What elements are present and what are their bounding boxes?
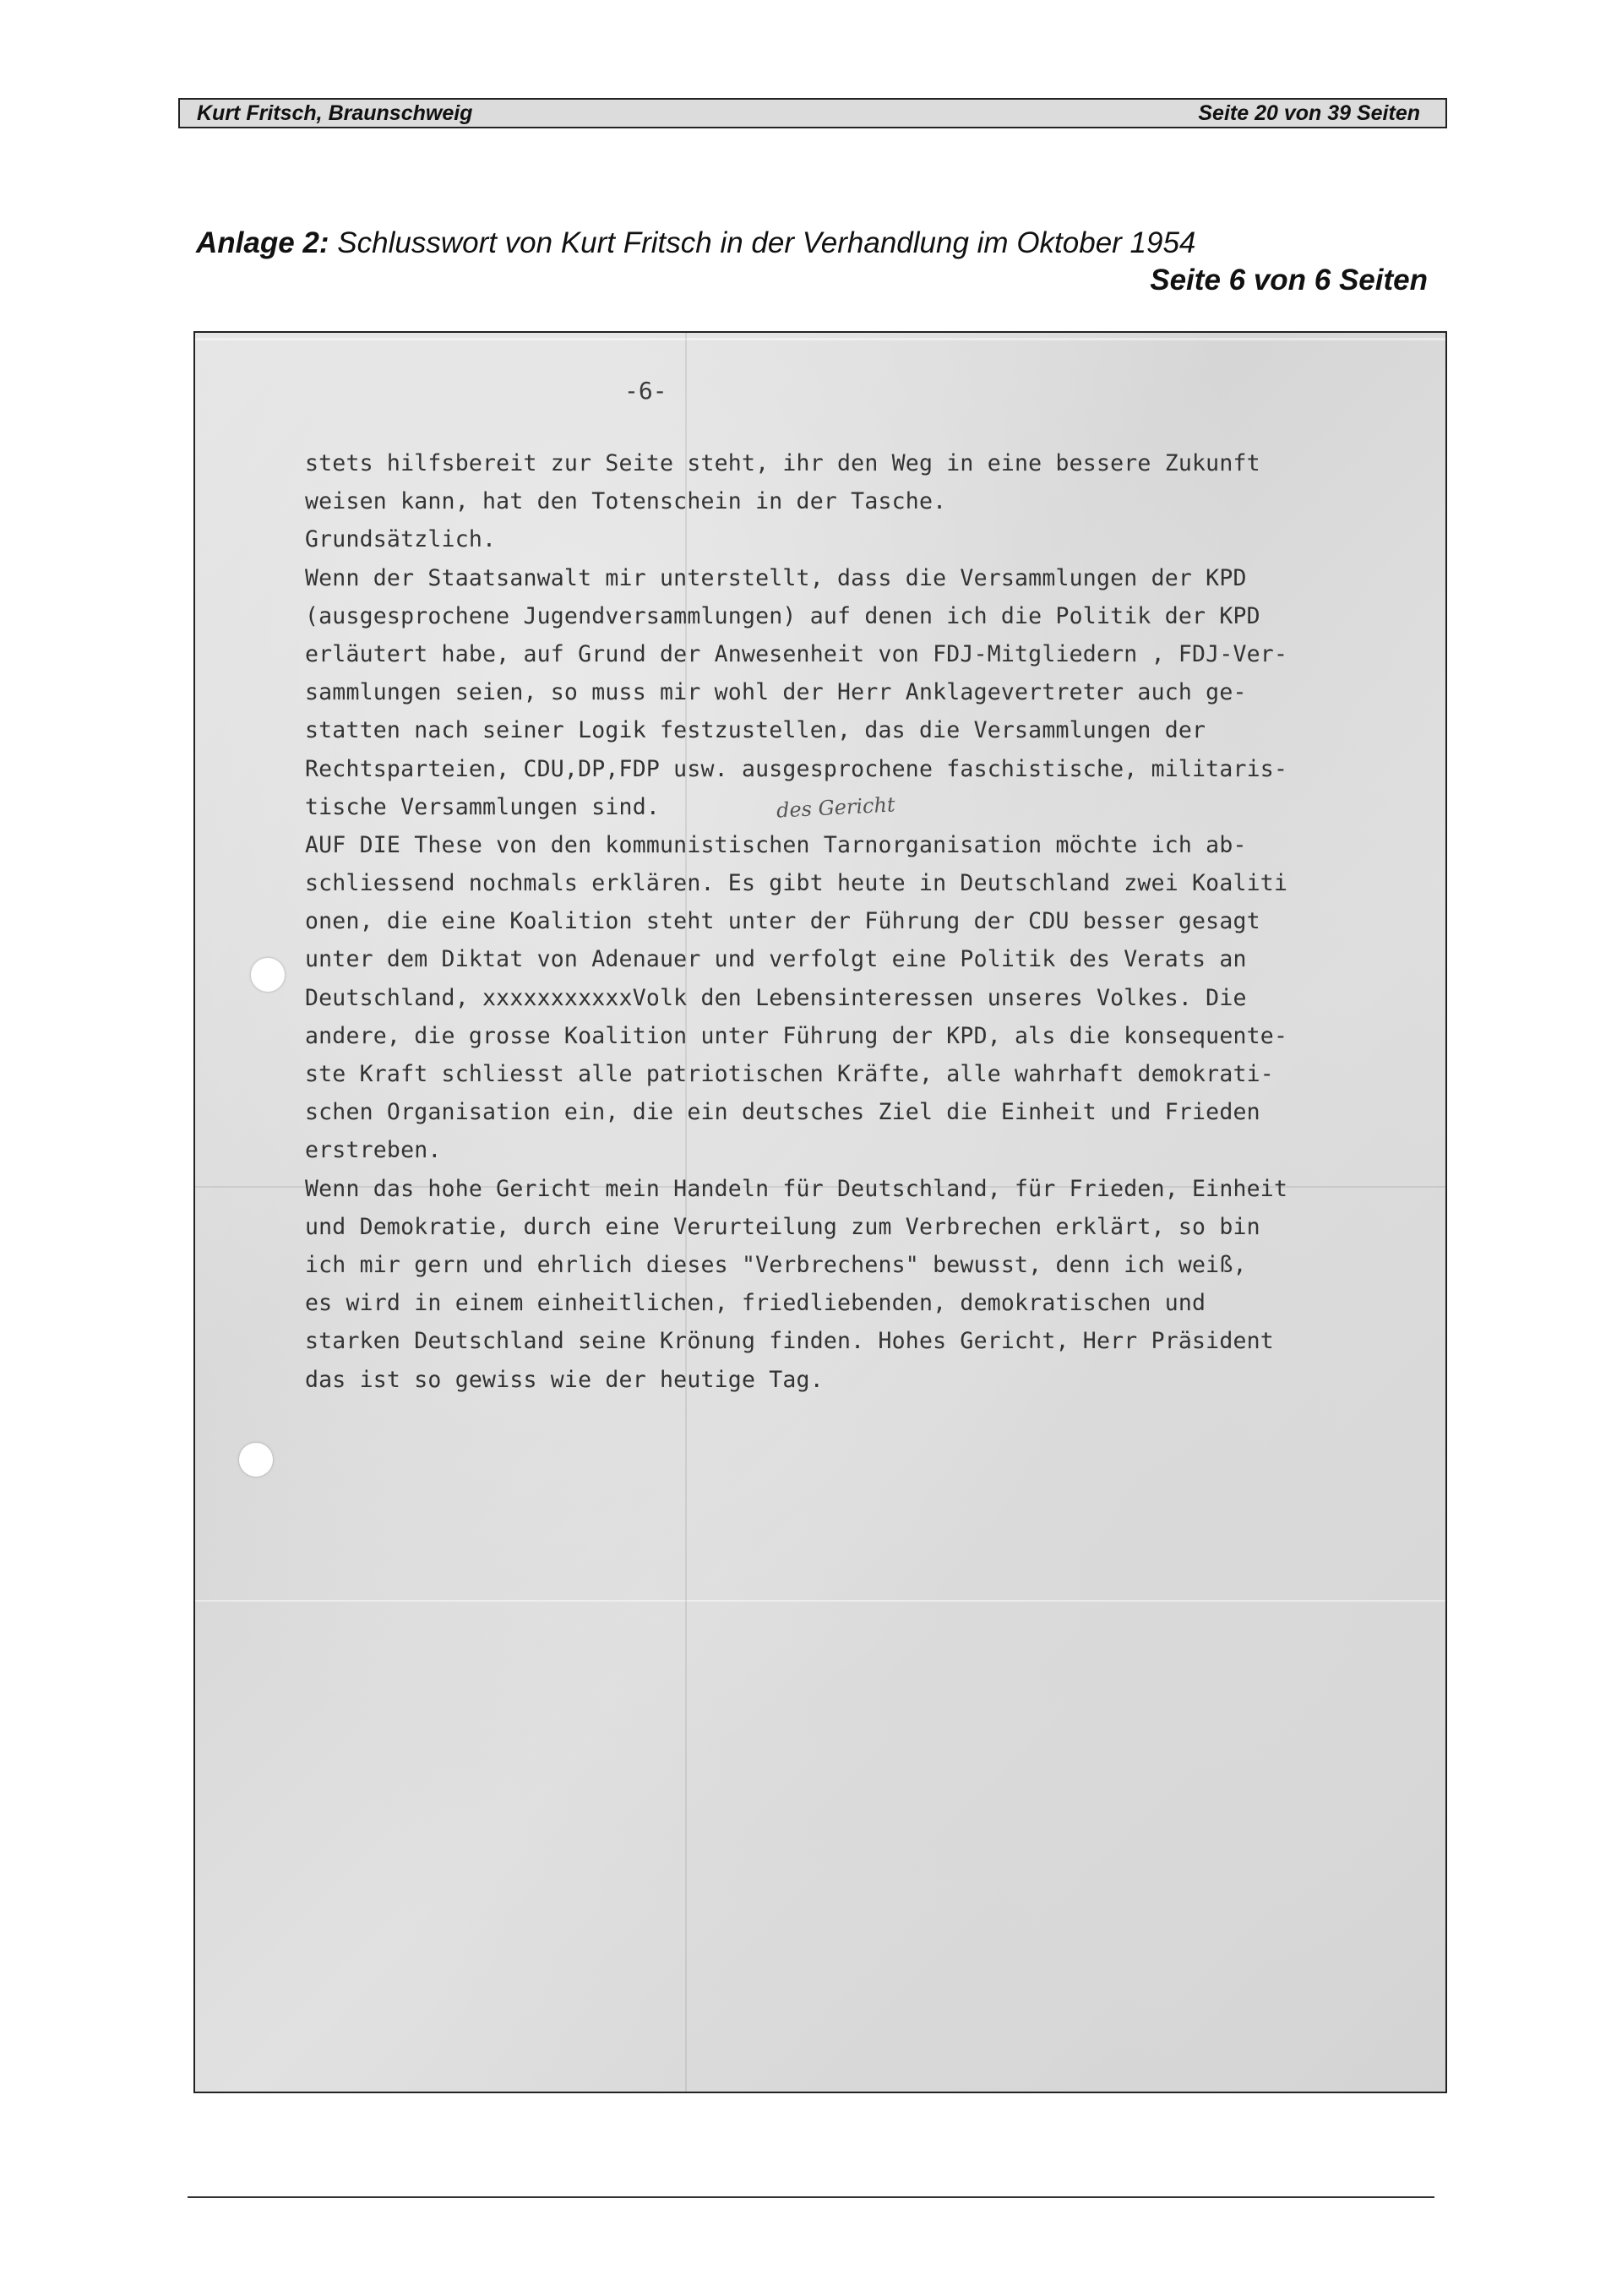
- header-page-count: Seite 20 von 39 Seiten: [1198, 101, 1420, 125]
- typed-line: starken Deutschland seine Krönung finden. Hohes Gericht, Herr Präsident: [305, 1328, 1274, 1355]
- typed-line: erläutert habe, auf Grund der Anwesenheit von FDJ-Mitgliedern , FDJ-Ver-: [305, 640, 1288, 667]
- page-indicator: Seite 6 von 6 Seiten: [1150, 264, 1428, 297]
- header-author: Kurt Fritsch, Braunschweig: [197, 101, 473, 125]
- typed-line: Grundsätzlich.: [305, 526, 497, 553]
- typed-line: (ausgesprochene Jugendversammlungen) auf denen ich die Politik der KPD: [305, 602, 1260, 629]
- typed-line: das ist so gewiss wie der heutige Tag.: [305, 1366, 824, 1393]
- handwritten-note: des Gericht: [776, 792, 896, 823]
- typed-line: und Demokratie, durch eine Verurteilung zum Verbrechen erklärt, so bin: [305, 1213, 1260, 1240]
- paper-crease: [195, 1600, 1445, 1602]
- punch-hole: [239, 1443, 273, 1477]
- page-header: [178, 98, 1447, 128]
- typed-line: es wird in einem einheitlichen, friedliebenden, demokratischen und: [305, 1290, 1206, 1317]
- typed-line: sammlungen seien, so muss mir wohl der Herr Anklagevertreter auch ge-: [305, 679, 1247, 706]
- title-text: Schlusswort von Kurt Fritsch in der Verhandlung im Oktober 1954: [329, 226, 1196, 259]
- punch-hole: [251, 958, 285, 992]
- typed-line: Rechtsparteien, CDU,DP,FDP usw. ausgesprochene faschistische, militaris-: [305, 755, 1288, 782]
- typed-line: AUF DIE These von den kommunistischen Tarnorganisation möchte ich ab-: [305, 831, 1247, 858]
- typed-page-number: -6-: [624, 377, 667, 405]
- typed-line: Deutschland, xxxxxxxxxxxVolk den Lebensinteressen unseres Volkes. Die: [305, 984, 1247, 1011]
- typed-line: onen, die eine Koalition steht unter der Führung der CDU besser gesagt: [305, 908, 1260, 935]
- typed-line: weisen kann, hat den Totenschein in der Tasche.: [305, 488, 947, 515]
- typed-line: tische Versammlungen sind.: [305, 793, 661, 820]
- typed-line: unter dem Diktat von Adenauer und verfolgt eine Politik des Verats an: [305, 946, 1247, 973]
- typed-line: andere, die grosse Koalition unter Führung der KPD, als die konsequente-: [305, 1022, 1288, 1049]
- document-title: [196, 226, 1195, 260]
- footer-rule: [188, 2196, 1434, 2198]
- paper-crease: [195, 338, 1445, 340]
- typed-line: Wenn der Staatsanwalt mir unterstellt, dass die Versammlungen der KPD: [305, 564, 1247, 591]
- typed-line: Wenn das hohe Gericht mein Handeln für Deutschland, für Frieden, Einheit: [305, 1175, 1288, 1202]
- title-prefix: Anlage 2:: [196, 226, 329, 259]
- typed-line: schliessend nochmals erklären. Es gibt heute in Deutschland zwei Koaliti: [305, 870, 1288, 897]
- typed-text-block: [305, 444, 1437, 1399]
- typed-line: ich mir gern und ehrlich dieses "Verbrechens" bewusst, denn ich weiß,: [305, 1251, 1247, 1278]
- typed-line: ste Kraft schliesst alle patriotischen Kräfte, alle wahrhaft demokrati-: [305, 1061, 1274, 1087]
- typed-line: stets hilfsbereit zur Seite steht, ihr den Weg in eine bessere Zukunft: [305, 450, 1260, 476]
- typed-line: erstreben.: [305, 1137, 442, 1164]
- typed-line: schen Organisation ein, die ein deutsches Ziel die Einheit und Frieden: [305, 1099, 1260, 1126]
- scanned-page: [193, 331, 1447, 2093]
- typed-line: statten nach seiner Logik festzustellen, das die Versammlungen der: [305, 717, 1206, 744]
